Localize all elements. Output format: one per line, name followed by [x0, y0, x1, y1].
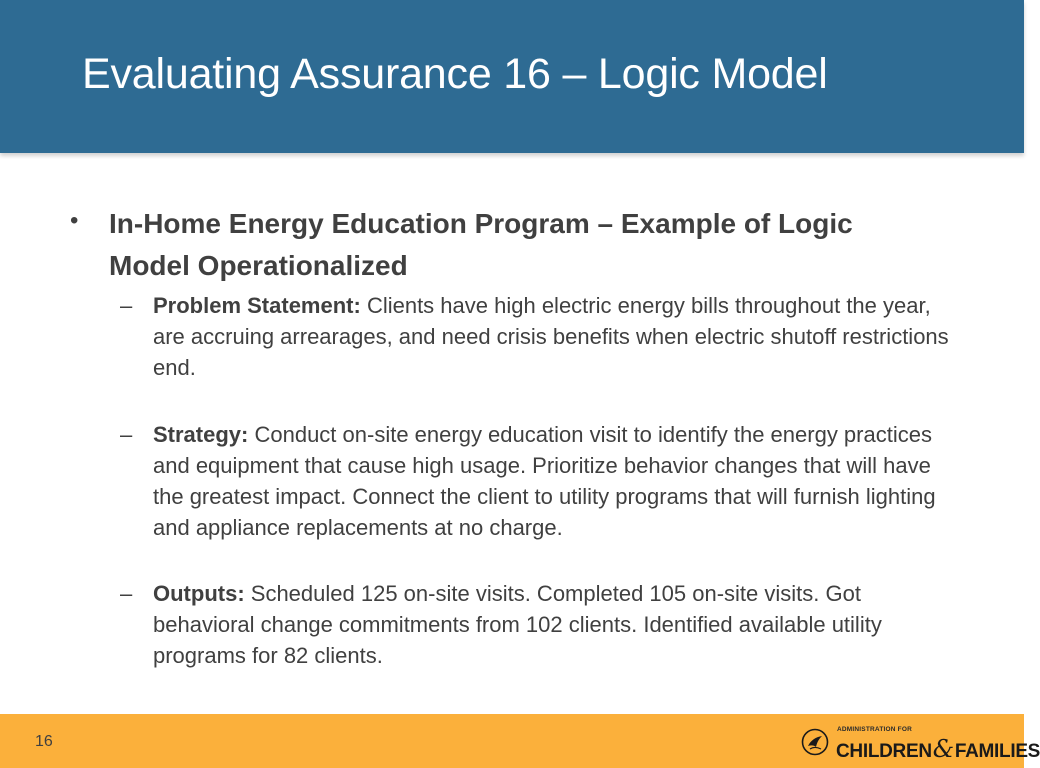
- page-number: 16: [35, 733, 53, 750]
- slide-title: Evaluating Assurance 16 – Logic Model: [82, 50, 828, 98]
- sub-item-text: [153, 419, 960, 543]
- sub-item-strategy: [120, 419, 960, 543]
- title-bar: [0, 0, 1024, 153]
- sub-item-problem-statement: [120, 290, 960, 383]
- sub-item-label: Problem Statement:: [153, 293, 361, 318]
- dash-icon: –: [120, 422, 133, 447]
- sub-item-text: [153, 578, 960, 671]
- sub-item-text: [153, 290, 960, 383]
- logo-word-families: FAMILIES: [954, 741, 1040, 762]
- sub-item-body: Clients have high electric energy bills throughout the year, are accruing arrearages, and need crisis benefits when electric shutoff restrictions end.: [153, 293, 949, 380]
- bullet-heading: In-Home Energy Education Program – Example of Logic Model Operationalized: [109, 208, 853, 281]
- dash-icon: –: [120, 581, 133, 606]
- sub-item-label: Strategy:: [153, 422, 249, 447]
- logo-wordmark: [836, 735, 1040, 763]
- logo-ampersand: &: [932, 735, 954, 763]
- sub-item-body: Conduct on-site energy education visit to identify the energy practices and equipment that cause high usage. Prioritize behavior changes that will have the greatest impact. Connect the client to utility programs that will furnish lighting and appliance replacements at no charge.: [153, 422, 936, 540]
- sub-item-body: Scheduled 125 on-site visits. Completed 105 on-site visits. Got behavioral change commitments from 102 clients. Identified available utility programs for 82 clients.: [153, 581, 882, 668]
- acf-logo: [801, 724, 1040, 763]
- footer-bar: [0, 714, 1040, 768]
- logo-word-children: CHILDREN: [836, 741, 932, 762]
- sub-item-label: Outputs:: [153, 581, 245, 606]
- hhs-seal-icon: [801, 728, 829, 756]
- logo-top-text: ADMINISTRATION FOR: [837, 726, 912, 733]
- bullet-icon: •: [70, 207, 79, 234]
- sub-item-outputs: [120, 578, 960, 671]
- dash-icon: –: [120, 293, 133, 318]
